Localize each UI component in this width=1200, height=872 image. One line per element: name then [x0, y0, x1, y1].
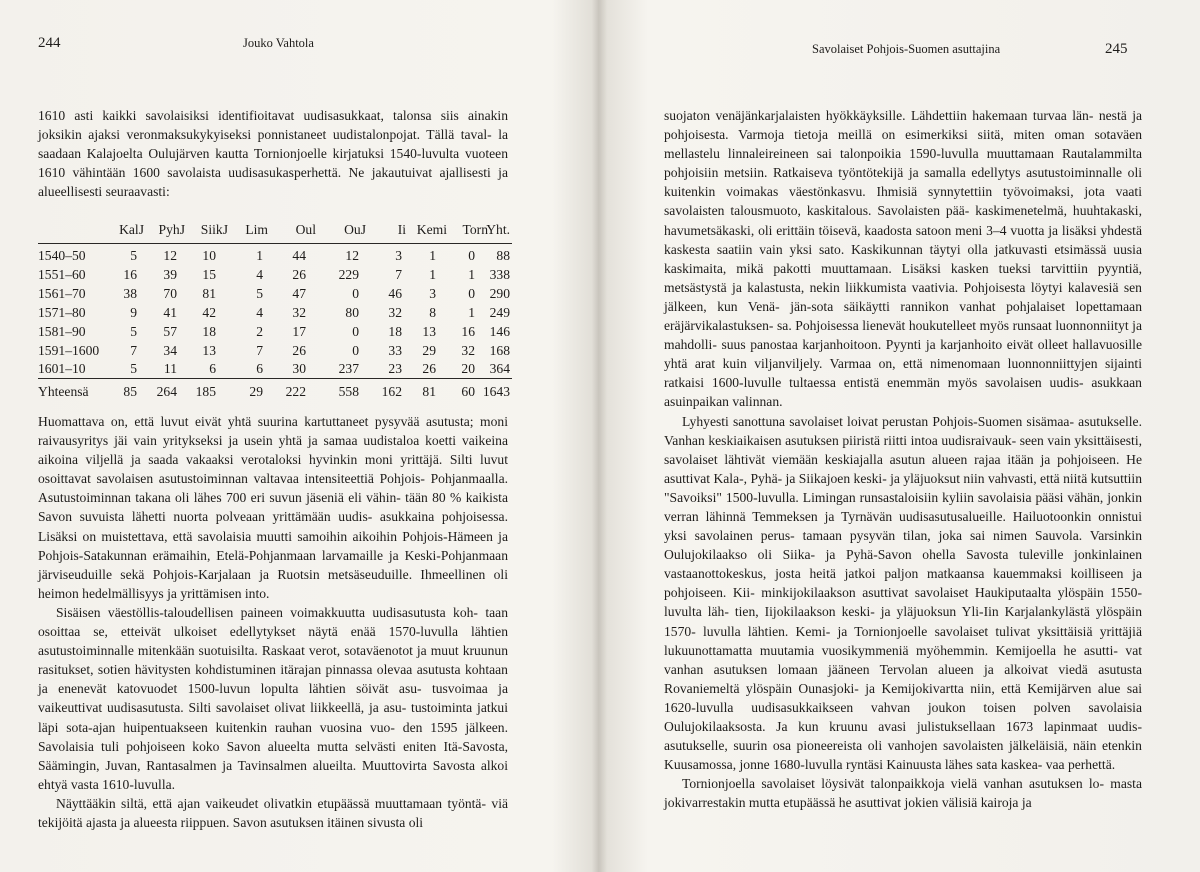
table-cell: 26: [292, 266, 306, 282]
text-line: Siika- ja Pyhä-Savon ohella Savosta tuleville jonkinlainen vastaanottokeskus,: [664, 547, 1143, 582]
table-row: [38, 248, 512, 267]
table-cell: 249: [489, 304, 510, 320]
table-cell: 3: [395, 248, 402, 263]
text-line: into.: [244, 585, 270, 601]
table-cell: 46: [388, 285, 402, 301]
table-cell: 32: [388, 304, 402, 320]
table-cell: 29: [422, 342, 436, 358]
paragraph: [38, 106, 508, 201]
text-line: yhtä arat kuin viljanviljely. Varmaa on, että nimenomaan luonnonniittyjen: [664, 356, 1098, 372]
text-line: Kaskikunnan täytyi olla jatkuvasti etsimässä uusia kaskimaita, mikä pakotti: [664, 241, 1142, 276]
text-line: Rautalammilta pohjoisiin metsiin. Ratkaiseva työntötekijä ja samalla edellytys: [664, 146, 1143, 181]
table-rule: [38, 243, 512, 244]
text-line: muuttamaan. Lisäksi kasken tueksi tarvittiin pyyntiä, metsästystä ja kalastusta,: [664, 260, 1142, 295]
text-line: asutukselle, suurin osa pioneereista oli vanhojen savolaisten jälkeläisiä, näin: [664, 738, 1097, 754]
text-line: sotaväen mellastelu linnaleireineen sai talonpoikia 1590-luvulla muuttamaan: [664, 127, 1142, 162]
table-row: [38, 305, 512, 324]
table-cell: 85: [123, 384, 137, 399]
right-page: [600, 0, 1200, 872]
text-line: aikoihin Pohjois-Hämeen ja Pohjois-Satakunnan erämaihin, Etelä-Pohjanmaan: [38, 528, 508, 563]
paragraph: [38, 794, 508, 832]
table-cell: 16: [123, 266, 137, 282]
text-line: taan osoittaa se, etteivät ulkoiset edellytykset näytä enää 1570-luvulla lähtien: [38, 604, 508, 640]
text-line: tamaan pysyvän tilan, joka sai nimen Sauvola. Varsinkin Oulujokilaakso oli: [664, 528, 1142, 563]
paragraph: [664, 774, 1142, 812]
table-header-row: [38, 222, 512, 241]
table-row: [38, 343, 512, 362]
text-line: asutusta kohtaan ja enenevät katovuodet 1500-luvun lopulta lähtien söivät asu-: [38, 662, 508, 697]
table-cell: 70: [163, 285, 177, 301]
text-line: moni raivausyritys jäi vain yritykseksi ja usein yhtä ja samaa uudistaloa koetti: [38, 414, 508, 449]
column-header: Ii: [397, 222, 406, 237]
table-cell: 5: [130, 323, 137, 339]
text-line: lukuunottamatta muutamia vuosikymmeniä myöhemmin. Kemijoella he asutti-: [664, 642, 1118, 658]
table-cell: 1: [468, 266, 475, 282]
text-line: jän-sota säikäytti rannikon vanhat pohjalaiset lopettamaan eräjärvikalastuksen-: [664, 298, 1142, 334]
text-line: Näyttääkin siltä, että ajan vaikeudet olivatkin etupäässä muuttamaan työntä-: [56, 795, 486, 811]
table-cell: 0: [468, 285, 475, 301]
table-cell: 26: [292, 342, 306, 358]
row-label: 1591–1600: [38, 342, 100, 358]
text-line: satoon meni 3–4 vuotta ja lisäksi yhdestä kaskesta saatiin vain yksi sato.: [664, 222, 1142, 257]
text-line: ajallisesti ja alueellisesti seuraavasti:: [38, 165, 508, 200]
column-header: Lim: [245, 222, 268, 237]
table-cell: 18: [202, 323, 216, 339]
text-line: Silti luvut osoittavat savolaisen asutustoiminnan valtavaa intensiteettiä Pohjois-: [38, 452, 508, 487]
table-cell: 32: [292, 304, 306, 320]
table-row: [38, 324, 512, 343]
table-cell: 57: [163, 323, 177, 339]
column-header: KalJ: [119, 222, 144, 237]
table-cell: 16: [461, 323, 475, 339]
table-cell: 12: [345, 248, 359, 263]
text-line: sijainti ratkaisi 1600-luvulle tultaessa entistä enemmän myös savolaisen uudis-: [664, 356, 1142, 391]
table-cell: 222: [285, 384, 306, 399]
paragraph: [664, 412, 1142, 775]
table-cell: 237: [338, 361, 359, 377]
table-total-row: [38, 384, 512, 403]
table-cell: 3: [429, 285, 436, 301]
table-cell: 32: [461, 342, 475, 358]
table-cell: 1: [429, 248, 436, 263]
left-body-text: [38, 412, 508, 832]
row-label: Yhteensä: [38, 384, 89, 399]
text-line: sa. Pohjoisessa lienevät houkutelleet myös runsaat luonnonniityt ja mahdolli-: [664, 318, 1142, 353]
table-cell: 5: [256, 285, 263, 301]
table-cell: 168: [489, 342, 510, 358]
text-line: tusvoimaa ja vaikeuttivat uudisasutusta. Silti savolaiset olivat liikkeellä, ja asu-: [38, 681, 508, 716]
table-cell: 44: [292, 248, 306, 263]
text-line: etenkin Kuusamossa, jonne 1680-luvulla ryntäsi Kainuusta lähes sata kaskea-: [664, 738, 1142, 773]
table-cell: 0: [352, 323, 359, 339]
paragraph: [38, 412, 508, 603]
row-label: 1581–90: [38, 323, 86, 339]
text-line: ja Tyrnävän uudisasutusalueille. Hailuotoonkin onnistui yksi savolainen perus-: [664, 508, 1143, 544]
table-cell: 23: [388, 361, 402, 377]
text-line: työvoimaksi, jota vaati savolaisten talousmuoto, kaskitalous. Savolaisten pää-: [664, 184, 1142, 219]
table-cell: 60: [461, 384, 475, 399]
page-number-right: 245: [1105, 41, 1128, 57]
table-cell: 11: [163, 361, 177, 377]
text-line: viä tekijöitä ajasta ja alueesta riippuen. Savon asutuksen itäinen sivusta oli: [38, 795, 508, 830]
text-line: luvulla lähtien. Kemi- ja Tornionjoelle savolaiset tulivat yksittäisiä yrittäjiä: [702, 623, 1142, 639]
table-cell: 12: [163, 248, 177, 263]
text-line: Ruotsin metsäseuduille. Ihmeellinen oli heimon hedelmällisyys ja yrittämisen: [38, 566, 508, 601]
text-line: tään 80 % kaikista Savon suvuista lähetti nuorta polveaan yrittämään uudis-: [38, 490, 508, 525]
text-line: Rovaniemeltä ylöspäin Ounasjoki- ja Kemijokivartta niin, että Kemijärven alue: [664, 680, 1121, 696]
table-cell: 2: [256, 323, 263, 339]
table-cell: 6: [209, 361, 216, 377]
table-cell: 146: [489, 323, 510, 339]
table-cell: 290: [489, 285, 510, 301]
running-head-left: Jouko Vahtola: [243, 36, 314, 50]
table-cell: 229: [338, 266, 359, 282]
text-line: Muuttovirta Savosta alkoi ehtyä vasta 1610-luvulla.: [38, 757, 508, 792]
text-line: Pohjanmaalla. Asutustoiminnan takana oli lähes 700 eri suvun jäseniä eli vähin-: [38, 471, 509, 506]
text-line: josta heitä jatkoi paljon matkaansa kauemmaksi koilliseen ja pohjoiseen. Kii-: [664, 566, 1142, 601]
text-line: nestä ja pohjoisesta. Varmoja tietoja meillä on esimerkiksi siitä, miten oman: [664, 108, 1143, 143]
text-line: la saadaan Kalajoelta Oulujärven kautta Tornionjoelle kirjatuksi 1540-luvulta: [38, 127, 509, 162]
text-line: den 1595 jälkeen. Savolaisia tuli pohjoiseen koko Savon alueelta mutta selvästi: [38, 719, 508, 754]
table-cell: 0: [468, 248, 475, 263]
table-cell: 5: [130, 248, 137, 263]
table-cell: 5: [130, 361, 137, 377]
running-head-right: Savolaiset Pohjois-Suomen asuttajina: [812, 42, 1001, 56]
table-cell: 6: [256, 361, 263, 377]
table-cell: 81: [202, 285, 216, 301]
text-line: Tornionjoella savolaiset löysivät talonpaikkoja vielä vanhan asutuksen lo-: [682, 776, 1104, 792]
text-line: sai 1620-luvulla uudisasukkaikseen vahvan joukon toisen polven savolaisia: [664, 680, 1143, 715]
text-line: Sisäisen väestöllis-taloudellisen paineen voimakkuutta uudisasutusta koh-: [56, 604, 478, 620]
table-cell: 15: [202, 266, 216, 282]
left-page: [0, 0, 598, 872]
row-label: 1571–80: [38, 304, 86, 320]
table-cell: 1: [468, 304, 475, 320]
table-cell: 4: [256, 304, 263, 320]
table-cell: 17: [292, 323, 306, 339]
table-cell: 9: [130, 304, 137, 320]
text-line: seen vain yksittäisesti, savolaiset lähtivät viemään keskiajalla asutun alueen: [664, 432, 1142, 467]
table-cell: 13: [202, 342, 216, 358]
text-line: asutukselle. Vanhan keskiaikaisen asutuksen piiristä riitti intoa uudisraivauk-: [664, 413, 1142, 448]
table-cell: 41: [163, 304, 177, 320]
paragraph: [664, 106, 1142, 412]
table-cell: 264: [156, 384, 177, 399]
table-cell: 162: [381, 384, 402, 399]
column-header: OuJ: [344, 222, 366, 237]
table-cell: 13: [422, 323, 436, 339]
text-line: vuoteen 1610 vähintään 1600 savolaista uudisasukasperhettä. Ne jakautuivat: [38, 146, 508, 181]
text-line: joksikin ajaksi veronmaksukykyiseksi ponnistaneet uudistalonpojat. Tällä taval-: [38, 127, 492, 143]
row-label: 1561–70: [38, 285, 86, 301]
table-cell: 0: [352, 342, 359, 358]
table-cell: 8: [429, 304, 436, 320]
table-cell: 7: [130, 342, 137, 358]
text-line: minkijokilaakson asuttivat savolaiset Haukiputaalta ylöspäin 1550-luvulta läh-: [664, 585, 1142, 620]
table-cell: 80: [345, 304, 359, 320]
text-line: kruunun rasitukset, sotien hävitysten kohdistuminen itärajan pinnassa olevaa: [38, 643, 508, 678]
table-row: [38, 286, 512, 305]
column-header: Kemi: [416, 222, 447, 237]
row-label: 1540–50: [38, 248, 86, 263]
table-cell: 18: [388, 323, 402, 339]
table-rule: [38, 378, 512, 379]
text-line: vaikeina aikoina viljellä ja saada vakaaksi verotaloksi hyvinkin moni yrittäjä.: [38, 433, 508, 468]
table-cell: 20: [461, 361, 475, 377]
text-line: rajaa itään ja pohjoiseen. He asuttivat Kala-, Pyhä- ja Siikajoen keski- ja: [664, 451, 1142, 486]
table-row: [38, 267, 512, 286]
table-cell: 30: [292, 361, 306, 377]
text-line: Oulujokilaaksosta. Ja kun kruunu avasi julistuksellaan 1673 lapinmaat uudis-: [664, 719, 1142, 734]
text-line: kaskimenetelmä, huuhtakaski, havumetsäkaski, oli erittäin töisevä, kaadosta: [664, 203, 1142, 238]
text-line: asutustoiminnalle mitenkään suotuisilta. Raskaat verot, sotaväenotot ja muut: [38, 643, 459, 659]
table-cell: 33: [388, 342, 402, 358]
text-line: nekin liikkumista vaativia. Pohjoisesta löytyi kalavesiä sen jälkeen, kun Venä-: [664, 279, 1142, 314]
text-line: asukkaan asuinpaikan valinnan.: [664, 375, 1142, 410]
table-cell: 338: [489, 266, 510, 282]
right-body-text: [664, 106, 1142, 812]
column-header: SiikJ: [200, 222, 228, 237]
table-cell: 4: [256, 266, 263, 282]
table-cell: 1: [256, 248, 263, 263]
table-cell: 29: [249, 384, 263, 399]
table-cell: 185: [195, 384, 216, 399]
text-line: yläjuoksut niin vahvasti, että niitä kutsuttiin "Savoiksi" 1500-luvulla. Limingan: [664, 470, 1142, 505]
intro-paragraph: [38, 106, 508, 201]
table-cell: 26: [422, 361, 436, 377]
column-header: PyhJ: [158, 222, 185, 237]
column-header: Yht.: [486, 222, 510, 237]
text-line: suojaton venäjänkarjalaisten hyökkäyksille. Lähdettiin hakemaan turvaa län-: [664, 108, 1094, 123]
table-cell: 1: [429, 266, 436, 282]
text-line: 1610 asti kaikki savolaisiksi identifioitavat uudisasukkaat, talonsa siis ainakin: [38, 108, 508, 123]
text-line: runsastaloisiin kyliin savolaisia pääsi vähän, jonkin verran lähinnä Temmeksen: [664, 489, 1142, 524]
text-line: eniten Itä-Savosta, Säämingin, Juvan, Rantasalmen ja Tavinsalmen alueilta.: [38, 738, 509, 773]
text-line: masta jokivarrestakin mutta etupäässä he asuttivat jokien välisiä kairoja ja: [664, 776, 1142, 811]
column-header: Torn: [462, 222, 488, 237]
text-line: tustoiminta jatkui läpi sota-ajan huipentuakseen kuitenkin rauhan vuosina vuo-: [38, 700, 508, 735]
row-label: 1551–60: [38, 266, 86, 282]
page-number-left: 244: [38, 35, 61, 51]
text-line: tien, Iijokilaakson keski- ja yläjuoksun Yli-Iin Karjalankylästä ylöspäin 1570-: [664, 604, 1142, 639]
column-header: Oul: [295, 222, 316, 237]
text-line: vaa perhettä.: [1045, 757, 1116, 773]
text-line: asukkaina pohjoisessa. Lisäksi on muistettava, että savolaisia muutti samoihin: [38, 509, 508, 544]
table-cell: 7: [395, 266, 402, 282]
text-line: vat vanhan asutuksen lomaan jääneen Tervolan alueen ja alkoivat viedä asutusta: [664, 642, 1142, 677]
table-cell: 34: [163, 342, 177, 358]
text-line: Lyhyesti sanottuna savolaiset loivat perustan Pohjois-Suomen sisämaa-: [682, 413, 1074, 429]
table-cell: 88: [496, 248, 510, 263]
table-cell: 81: [422, 384, 436, 399]
row-label: 1601–10: [38, 361, 86, 377]
table-cell: 0: [352, 285, 359, 301]
table-cell: 7: [256, 342, 263, 358]
text-line: asutustoiminnalle oli kuitenkin voimakas väestönkasvu. Ihmisiä synnytettiin: [664, 165, 1142, 200]
table-cell: 39: [163, 266, 177, 282]
text-line: suus panostaa karjanhoitoon. Pyynti ja karjanhoito eivät olleet hallavuosille: [721, 337, 1142, 353]
table-cell: 1643: [482, 384, 510, 399]
table-cell: 42: [202, 304, 216, 320]
table-cell: 10: [202, 248, 216, 263]
table-cell: 364: [489, 361, 510, 377]
table-cell: 558: [338, 384, 359, 399]
text-line: Huomattava on, että luvut eivät yhtä suurina kartuttaneet pysyvää asutusta;: [38, 414, 474, 429]
table-cell: 47: [292, 285, 306, 301]
text-line: larvamaille ja Keski-Pohjanmaan järviseuduille sekä Pohjois-Karjalaan ja: [38, 547, 509, 582]
table-cell: 38: [123, 285, 137, 301]
paragraph: [38, 603, 508, 794]
